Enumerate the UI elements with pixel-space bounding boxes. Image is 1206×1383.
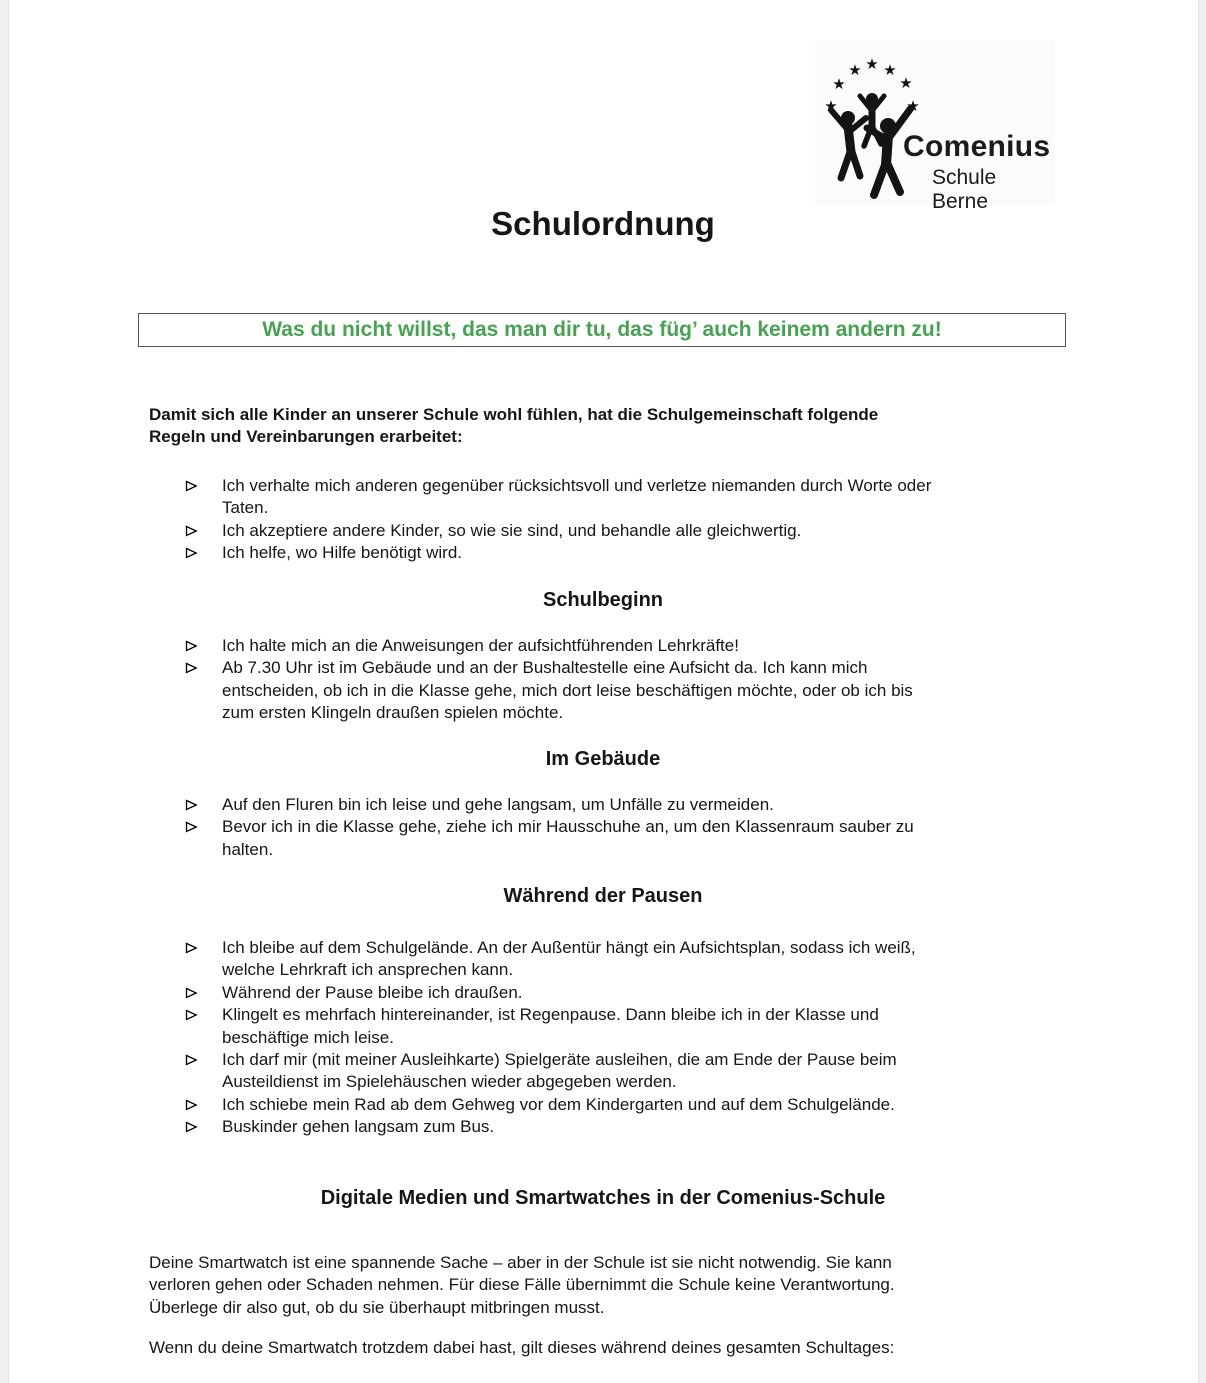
list-item <box>149 937 916 982</box>
smartwatch-rules-intro <box>149 1337 894 1359</box>
svg-text:★: ★ <box>883 61 897 79</box>
list-item <box>149 982 916 1004</box>
paragraph-line: Deine Smartwatch ist eine spannende Sache – aber in der Schule ist sie nicht notwendig. Sie kann <box>149 1253 892 1272</box>
comenius-logo <box>815 40 1055 213</box>
list-item <box>149 520 931 542</box>
svg-text:★: ★ <box>824 97 838 115</box>
bullet-line: halten. <box>222 839 274 859</box>
arrow-bullet-icon <box>149 1116 222 1133</box>
arrow-bullet-icon <box>149 635 222 652</box>
arrow-bullet-icon <box>149 1094 222 1111</box>
arrow-bullet-icon <box>149 542 222 559</box>
bullet-line: Ab 7.30 Uhr ist im Gebäude und an der Bushaltestelle eine Aufsicht da. Ich kann mich <box>222 658 868 678</box>
bullet-line: Austeildienst im Spielehäuschen wieder abgegeben werden. <box>222 1072 677 1092</box>
paragraph-line: Überlege dir also gut, ob du sie überhaupt mitbringen musst. <box>149 1297 605 1317</box>
list-item <box>149 1094 916 1116</box>
intro-paragraph <box>149 404 878 449</box>
page-title: Schulordnung <box>491 205 715 242</box>
arrow-bullet-icon <box>149 1049 222 1066</box>
smartwatch-paragraph <box>149 1252 895 1319</box>
intro-line: Regeln und Vereinbarungen erarbeitet: <box>149 427 463 447</box>
logo-figures-and-stars-icon <box>815 40 930 205</box>
arrow-bullet-icon <box>149 520 222 537</box>
bullet-line: Ich helfe, wo Hilfe benötigt wird. <box>222 543 463 563</box>
arrow-bullet-icon <box>149 657 222 674</box>
list-item <box>149 657 913 724</box>
paragraph-line: verloren gehen oder Schaden nehmen. Für diese Fälle übernimmt die Schule keine Verantwortung. <box>149 1275 895 1295</box>
bullet-line: Ich darf mir (mit meiner Ausleihkarte) Spielgeräte ausleihen, die am Ende der Pause beim <box>222 1050 897 1070</box>
bullet-line: Ich verhalte mich anderen gegenüber rücksichtsvoll und verletze niemanden durch Worte oder <box>222 476 932 495</box>
bullet-line: Ich halte mich an die Anweisungen der aufsichtführenden Lehrkräfte! <box>222 636 739 655</box>
list-item <box>149 475 931 520</box>
svg-text:★: ★ <box>899 74 913 92</box>
bullet-line: Ich akzeptiere andere Kinder, so wie sie sind, und behandle alle gleichwertig. <box>222 520 802 540</box>
motto-text: Was du nicht willst, das man dir tu, das füg’ auch keinem andern zu! <box>262 318 942 341</box>
arrow-bullet-icon <box>149 982 222 999</box>
intro-line: Damit sich alle Kinder an unserer Schule wohl fühlen, hat die Schulgemeinschaft folgende <box>149 405 879 424</box>
bullet-line: entscheiden, ob ich in die Klasse gehe, mich dort leise beschäftigen möchte, oder ob ich bis <box>222 680 913 700</box>
section-heading-pausen: Während der Pausen <box>503 885 703 907</box>
bullet-line: Während der Pause bleibe ich draußen. <box>222 982 523 1002</box>
bullet-line: zum ersten Klingeln draußen spielen möchte. <box>222 703 564 723</box>
list-item <box>149 1116 916 1138</box>
svg-text:★: ★ <box>865 55 879 73</box>
bullet-line: Ich bleibe auf dem Schulgelände. An der Außentür hängt ein Aufsichtsplan, sodass ich weiß, <box>222 938 916 957</box>
bullet-line: Bevor ich in die Klasse gehe, ziehe ich mir Hausschuhe an, um den Klassenraum sauber zu <box>222 817 914 837</box>
logo-subtitle: Schule Berne <box>932 166 997 213</box>
stick-figures-icon <box>831 93 911 195</box>
svg-text:★: ★ <box>848 61 862 79</box>
paragraph-line: Wenn du deine Smartwatch trotzdem dabei hast, gilt dieses während deines gesamten Schultages: <box>149 1338 895 1357</box>
list-item <box>149 794 914 816</box>
arrow-bullet-icon <box>149 475 222 492</box>
list-item <box>149 542 931 564</box>
bullet-line: Ich schiebe mein Rad ab dem Gehweg vor dem Kindergarten und auf dem Schulgelände. <box>222 1094 895 1114</box>
bullet-line: welche Lehrkraft ich ansprechen kann. <box>222 960 514 980</box>
arrow-bullet-icon <box>149 816 222 833</box>
bullet-line: Taten. <box>222 498 269 518</box>
svg-text:★: ★ <box>832 75 846 93</box>
section-heading-schulbeginn: Schulbeginn <box>543 589 663 611</box>
list-item <box>149 1004 916 1049</box>
arrow-bullet-icon <box>149 937 222 954</box>
bullet-line: Auf den Fluren bin ich leise und gehe langsam, um Unfälle zu vermeiden. <box>222 795 774 814</box>
schulbeginn-list <box>149 635 913 725</box>
bullet-line: beschäftige mich leise. <box>222 1027 394 1047</box>
svg-text:★: ★ <box>906 97 920 115</box>
pausen-list <box>149 937 916 1139</box>
logo-title: Comenius <box>903 130 1051 163</box>
im-gebaeude-list <box>149 794 914 861</box>
list-item <box>149 635 913 657</box>
bullet-line: Buskinder gehen langsam zum Bus. <box>222 1117 495 1137</box>
motto-box <box>138 313 1066 347</box>
section-heading-digitale-medien: Digitale Medien und Smartwatches in der Comenius-Schule <box>320 1187 886 1209</box>
arrow-bullet-icon <box>149 794 222 811</box>
section-heading-im-gebaeude: Im Gebäude <box>545 748 661 770</box>
list-item <box>149 1049 916 1094</box>
arrow-bullet-icon <box>149 1004 222 1021</box>
bullet-line: Klingelt es mehrfach hintereinander, ist Regenpause. Dann bleibe ich in der Klasse und <box>222 1005 879 1025</box>
general-rules-list <box>149 475 931 565</box>
list-item <box>149 816 914 861</box>
